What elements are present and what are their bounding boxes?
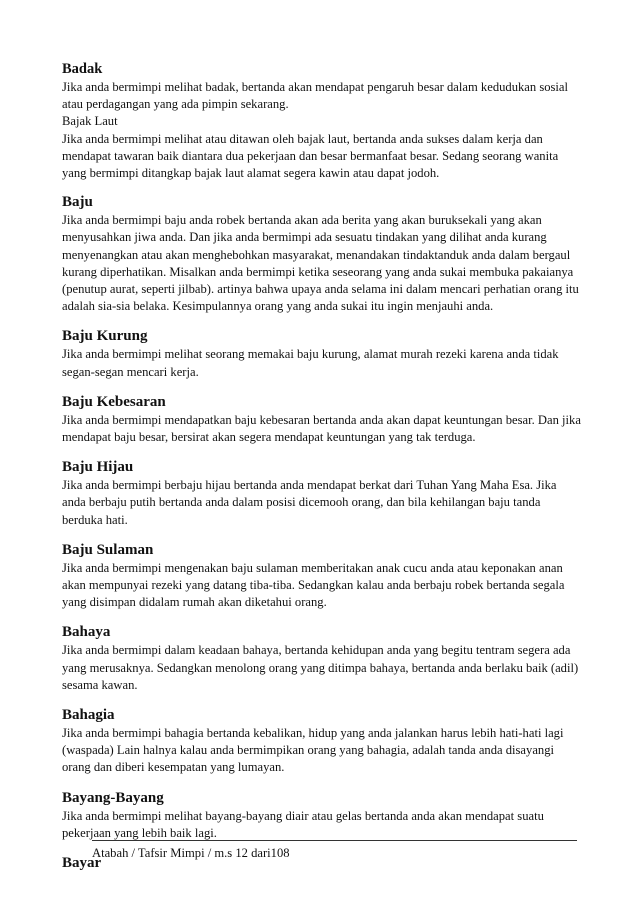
entry-title: Baju Kebesaran: [62, 393, 166, 410]
entry-body: Jika anda bermimpi melihat badak, bertanda akan mendapat pengaruh besar dalam kedudukan sosial atau perdagangan yang ada pimpin sekarang.: [62, 80, 569, 112]
entry-body: Jika anda bermimpi baju anda robek bertanda akan ada berita yang akan buruksekali yang akan menyusahkan jiwa anda. Dan jika anda bermimpi ada sesuatu tindakan yang dilihat anda kurang menyenangkan atau akan menghebohkan masyarakat, menandakan tindaktanduk anda dalam bergaul kurang diperhatikan. Misalkan anda bermimpi ketika seseorang yang anda sukai membuka pakaianya (penutup aurat, seperti jilbab). artinya bahwa upaya anda selama ini dalam mencari perhatian orang itu adalah sia-sia belaka. Kesimpulannya orang yang anda sukai itu ingin menjauhi anda.: [62, 213, 579, 314]
entry-body: Jika anda bermimpi dalam keadaan bahaya, bertanda kehidupan anda yang begitu tentram segera ada yang merusaknya. Sedangkan menolong orang yang ditimpa bahaya, bertanda anda berlaku baik (adil) sesama kawan.: [62, 643, 579, 692]
document-page: [62, 60, 582, 885]
entry-title: Bahagia: [62, 707, 115, 724]
entry-title: Bahaya: [62, 624, 111, 641]
entry-body: Jika anda bermimpi melihat bayang-bayang diair atau gelas bertanda anda akan mendapat suatu pekerjaan yang lebih baik lagi.: [62, 808, 544, 840]
entry-title: Baju: [62, 194, 93, 211]
entry-title: Badak: [62, 61, 103, 77]
entry-body: Jika anda bermimpi berbaju hijau bertanda anda mendapat berkat dari Tuhan Yang Maha Esa. Jika anda berbaju putih bertanda anda dalam posisi dicemooh orang, dan bila kehilangan baju tanda berduka hati.: [62, 478, 557, 527]
entry-body: Jika anda bermimpi mendapatkan baju kebesaran bertanda anda akan dapat keuntungan besar. Dan jika mendapat baju besar, bersirat akan segera mendapat keuntungan yang tak terduga.: [62, 412, 581, 445]
entry-body: Jika anda bermimpi melihat seorang memakai baju kurung, alamat murah rezeki karena anda tidak segan-segan mencari kerja.: [62, 347, 559, 379]
entry-subbody: Jika anda bermimpi melihat atau ditawan oleh bajak laut, bertanda anda sukses dalam kerja dan mendapat tawaran baik diantara dua pekerjaan dan besar bermanfaat besar. Sedang seorang wanita yang bermimpi ditangkap bajak laut alamat segera kawin atau dapat jodoh.: [62, 131, 559, 181]
entry-title: Baju Kurung: [62, 328, 148, 345]
entry-baju-kebesaran: [62, 393, 582, 446]
footer-divider: [92, 840, 577, 841]
entry-title: Bayar: [62, 855, 102, 872]
entry-title: Baju Hijau: [62, 459, 134, 476]
entry-bahaya: [62, 623, 582, 694]
entry-title: Bayang-Bayang: [62, 789, 164, 806]
entry-baju-kurung: [62, 327, 582, 380]
entry-subtitle: Bajak Laut: [62, 114, 118, 129]
entry-badak: [62, 60, 582, 182]
entry-title: Baju Sulaman: [62, 541, 154, 558]
page-footer: [92, 840, 577, 861]
entry-bayang-bayang: [62, 789, 582, 842]
entry-baju: [62, 193, 582, 315]
footer-text: Atabah / Tafsir Mimpi / m.s 12 dari108: [92, 846, 290, 860]
entry-baju-hijau: [62, 458, 582, 529]
entry-body: Jika anda bermimpi bahagia bertanda kebalikan, hidup yang anda jalankan harus lebih hati-hati lagi (waspada) Lain halnya kalau anda bermimpikan orang yang bahagia, adalah tanda anda disayangi orang dan diberi kesempatan yang lumayan.: [62, 726, 564, 775]
entry-baju-sulaman: [62, 541, 582, 612]
entry-bahagia: [62, 706, 582, 777]
entry-body: Jika anda bermimpi mengenakan baju sulaman memberitakan anak cucu anda atau keponakan anan akan mempunyai rezeki yang datang tiba-tiba. Sedangkan kalau anda berbaju robek bertanda segala yang disimpan didalam rumah akan diketahui orang.: [62, 560, 565, 610]
